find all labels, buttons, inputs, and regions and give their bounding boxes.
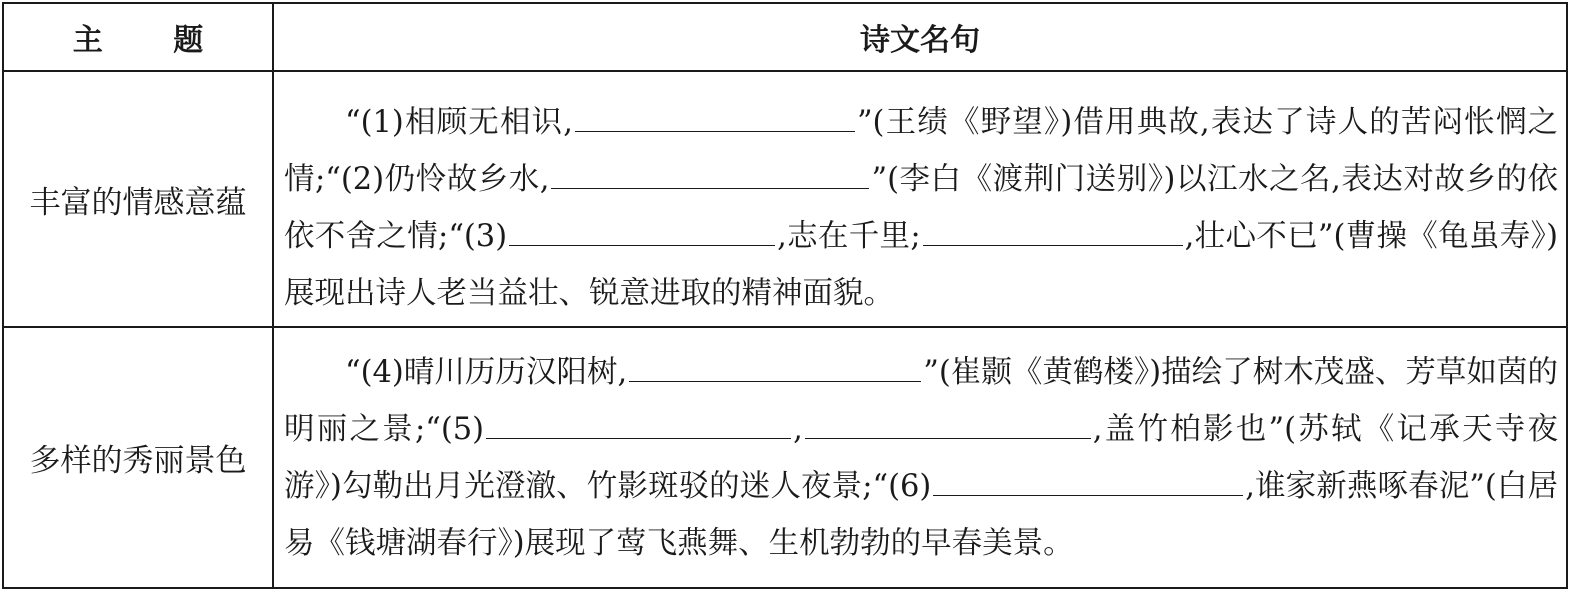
text-segment: ”(王绩《野望》)借用典故,表达了诗人的苦闷怅惘之情;“(2)仍怜故乡水, xyxy=(284,105,1558,197)
table-row xyxy=(4,72,1566,328)
answer-blank-6[interactable] xyxy=(933,494,1243,496)
answer-blank-1[interactable] xyxy=(575,130,855,132)
text-segment: “(1)相顾无相识, xyxy=(345,105,573,140)
header-topic-cell xyxy=(4,4,274,70)
text-segment: , xyxy=(793,412,803,447)
table-header-row xyxy=(4,4,1566,72)
text-segment: ”(崔颢《黄鹤楼》)描绘了树木茂盛、芳草如茵的明丽之景;“(5) xyxy=(284,355,1558,447)
answer-blank-2[interactable] xyxy=(551,187,869,189)
poetry-table xyxy=(2,2,1568,589)
answer-blank-3a[interactable] xyxy=(509,244,775,246)
quotes-cell xyxy=(274,72,1566,326)
topic-label: 多样的秀丽景色 xyxy=(29,443,247,479)
text-segment: “(4)晴川历历汉阳树, xyxy=(345,355,628,390)
text-segment: ,谁家新燕啄春泥”(白居易《钱塘湖春行》)展现了莺飞燕舞、生机勃勃的早春美景。 xyxy=(284,469,1558,561)
table-row xyxy=(4,328,1566,587)
topic-label: 丰富的情感意蕴 xyxy=(29,184,247,221)
answer-blank-4[interactable] xyxy=(629,380,921,382)
text-segment: ”(李白《渡荆门送别》)以江水之名,表达对故乡的依依不舍之情;“(3) xyxy=(284,162,1558,254)
quotes-paragraph xyxy=(284,94,1558,322)
text-segment: ,壮心不已”(曹操《龟虽寿》)展现出诗人老当益壮、锐意进取的精神面貌。 xyxy=(284,219,1558,311)
quotes-cell xyxy=(274,328,1566,587)
answer-blank-5b[interactable] xyxy=(805,437,1091,439)
header-quotes: 诗文名句 xyxy=(860,23,980,58)
answer-blank-3b[interactable] xyxy=(923,244,1183,246)
header-quotes-cell xyxy=(274,4,1566,70)
quotes-paragraph xyxy=(284,344,1558,572)
topic-cell xyxy=(4,72,274,326)
header-topic: 主 题 xyxy=(72,23,234,58)
text-segment: ,志在千里; xyxy=(777,219,921,254)
text-segment: ,盖竹柏影也”(苏轼《记承天寺夜游》)勾勒出月光澄澈、竹影斑驳的迷人夜景;“(6) xyxy=(284,412,1559,504)
topic-cell xyxy=(4,328,274,587)
answer-blank-5a[interactable] xyxy=(486,437,791,439)
